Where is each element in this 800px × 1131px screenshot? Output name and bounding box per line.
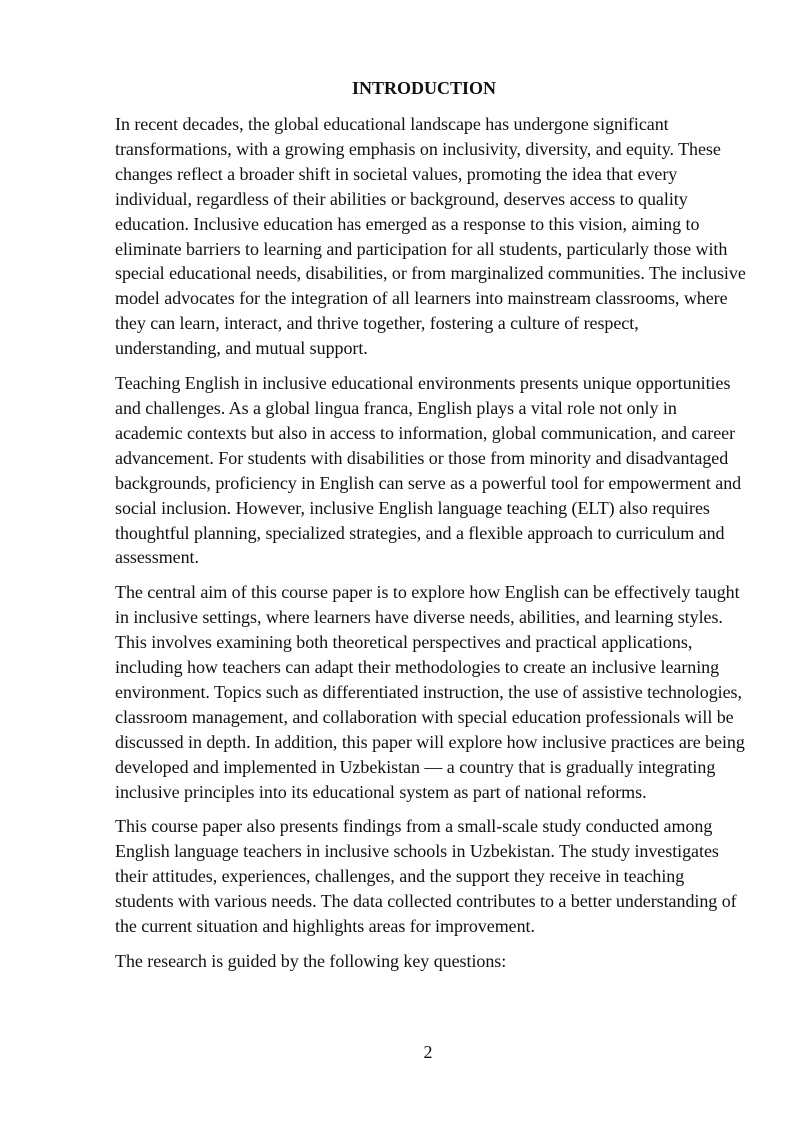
paragraph-4: This course paper also presents findings from a small-scale study conducted among English language teachers in inclusive schools in Uzbekistan. The study investigates their attitudes, experiences, challenges, and the support they receive in teaching students with various needs. The data collected contributes to a better understanding of the current situation and highlights areas for improvement.	[115, 816, 737, 937]
page-number: 2	[423, 1042, 433, 1062]
body-text	[115, 112, 747, 984]
paragraph-2: Teaching English in inclusive educational environments presents unique opportunities and challenges. As a global lingua franca, English plays a vital role not only in academic contexts but also in access to information, global communication, and career advancement. For students with disabilities or those from minority and disadvantaged backgrounds, proficiency in English can serve as a powerful tool for empowerment and social inclusion. However, inclusive English language teaching (ELT) also requires thoughtful planning, specialized strategies, and a flexible approach to curriculum and assessment.	[115, 373, 742, 568]
paragraph-1: In recent decades, the global educational landscape has undergone significant transformations, with a growing emphasis on inclusivity, diversity, and equity. These changes reflect a broader shift in societal values, promoting the idea that every individual, regardless of their abilities or background, deserves access to quality education. Inclusive education has emerged as a response to this vision, aiming to eliminate barriers to learning and participation for all students, particularly those with special educational needs, disabilities, or from marginalized communities. The inclusive model advocates for the integration of all learners into mainstream classrooms, where they can learn, interact, and thrive together, fostering a culture of respect, understanding, and mutual support.	[115, 114, 746, 359]
paragraph-5: The research is guided by the following key questions:	[115, 951, 507, 971]
section-heading: INTRODUCTION	[351, 78, 497, 98]
paragraph-3: The central aim of this course paper is to explore how English can be effectively taught in inclusive settings, where learners have diverse needs, abilities, and learning styles. This involves examining both theoretical perspectives and practical applications, including how teachers can adapt their methodologies to create an inclusive learning environment. Topics such as differentiated instruction, the use of assistive technologies, classroom management, and collaboration with special education professionals will be discussed in depth. In addition, this paper will explore how inclusive practices are being developed and implemented in Uzbekistan — a country that is gradually integrating inclusive principles into its educational system as part of national reforms.	[115, 582, 745, 802]
